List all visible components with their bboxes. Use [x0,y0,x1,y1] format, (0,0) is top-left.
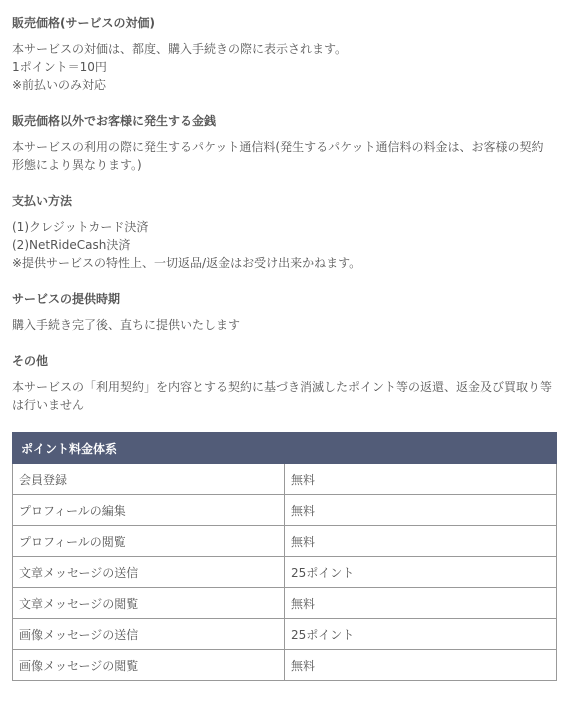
table-row [13,495,557,526]
table-row [13,619,557,650]
table-cell-item: 画像メッセージの送信 [13,619,285,650]
table-cell-item: 画像メッセージの閲覧 [13,650,285,681]
section-sales-price [12,14,557,94]
section-body [12,138,557,174]
section-line: ※提供サービスの特性上、一切返品/返金はお受け出来かねます。 [12,256,362,270]
section-others [12,352,557,414]
section-line: (1)クレジットカード決済 [12,220,149,234]
table-row [13,464,557,495]
section-payment-methods [12,192,557,272]
section-title: 支払い方法 [12,194,73,208]
table-row [13,588,557,619]
section-line: 1ポイント＝10円 [12,60,107,74]
table-cell-item: 文章メッセージの閲覧 [13,588,285,619]
table-header-row [13,433,557,464]
table-cell-item: 文章メッセージの送信 [13,557,285,588]
section-line: 本サービスの「利用契約」を内容とする契約に基づき消滅したポイント等の返還、返金及び買取り等 [12,380,553,394]
section-line: 本サービスの対価は、都度、購入手続きの際に表示されます。 [12,42,348,56]
section-other-fees [12,112,557,174]
table-cell-price: 無料 [285,650,557,681]
table-cell-price: 無料 [285,464,557,495]
table-cell-price: 無料 [285,495,557,526]
section-line: (2)NetRideCash決済 [12,238,131,252]
section-line: は行いません [12,398,85,412]
table-row [13,557,557,588]
section-line: 形態により異なります。) [12,158,142,172]
section-body [12,378,557,414]
section-line: ※前払いのみ対応 [12,78,107,92]
section-title: 販売価格以外でお客様に発生する金銭 [12,114,217,128]
table-cell-item: 会員登録 [13,464,285,495]
table-cell-price: 25ポイント [285,557,557,588]
table-row [13,650,557,681]
table-cell-price: 25ポイント [285,619,557,650]
section-delivery-time [12,290,557,334]
section-body [12,218,557,272]
section-body [12,316,557,334]
section-body [12,40,557,94]
section-line: 本サービスの利用の際に発生するパケット通信料(発生するパケット通信料の料金は、お客様の契約 [12,140,544,154]
table-cell-price: 無料 [285,526,557,557]
section-line: 購入手続き完了後、直ちに提供いたします [12,318,241,332]
section-title: サービスの提供時期 [12,292,121,306]
point-price-table [12,432,557,681]
table-row [13,526,557,557]
table-cell-price: 無料 [285,588,557,619]
table-header: ポイント料金体系 [13,433,557,464]
section-title: その他 [12,354,49,368]
table-cell-item: プロフィールの閲覧 [13,526,285,557]
section-title: 販売価格(サービスの対価) [12,16,155,30]
table-cell-item: プロフィールの編集 [13,495,285,526]
